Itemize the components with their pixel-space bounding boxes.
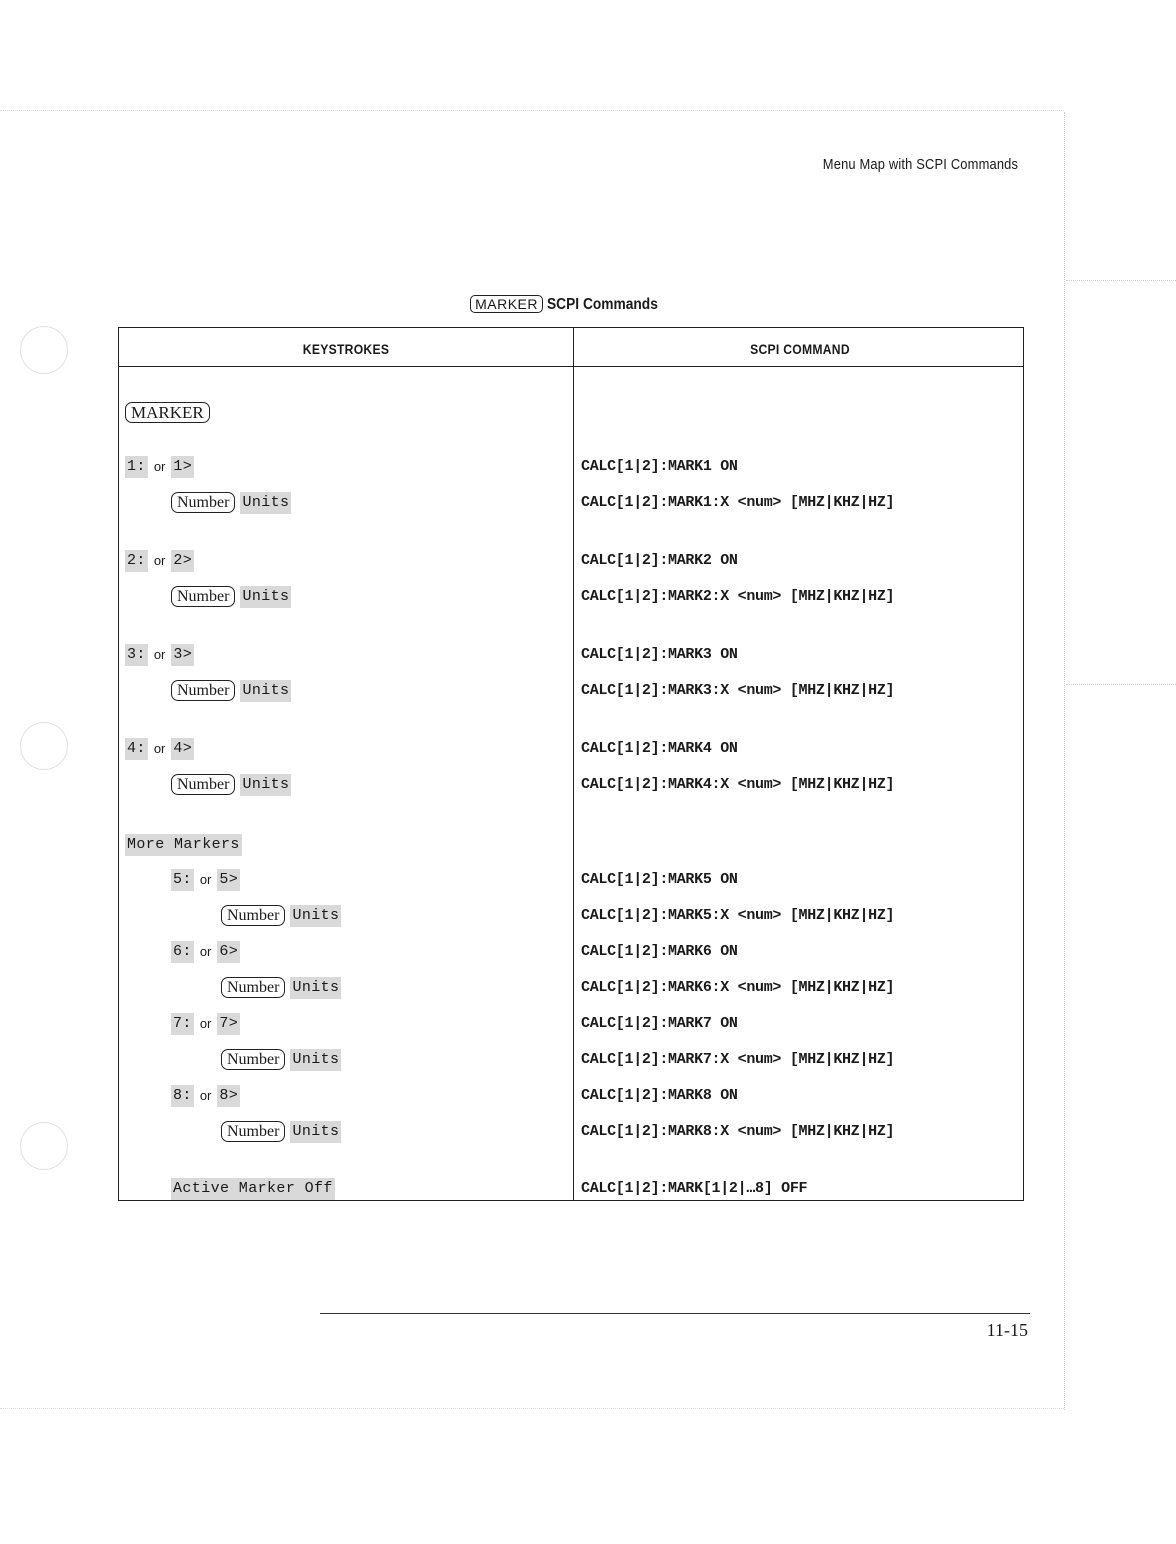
table-row: [119, 454, 1023, 480]
units-softkey: Units: [240, 774, 291, 796]
keystroke-cell: [119, 1176, 625, 1202]
number-hardkey: Number: [171, 492, 235, 513]
number-hardkey: Number: [221, 905, 285, 926]
number-hardkey: Number: [221, 977, 285, 998]
page-number: 11-15: [986, 1320, 1028, 1340]
table-row: [119, 1083, 1023, 1109]
scpi-command: CALC[1|2]:MARK3 ON: [581, 646, 738, 663]
page-edge-bottom: [0, 1408, 1064, 1409]
or-label: or: [199, 872, 212, 887]
punch-hole: [20, 1122, 68, 1170]
scpi-command: CALC[1|2]:MARK7 ON: [581, 1015, 738, 1032]
softkey-marker-8-alt: 8>: [217, 1085, 240, 1107]
keystrokes-column-header: KEYSTROKES: [302, 342, 390, 357]
scpi-command: CALC[1|2]:MARK8 ON: [581, 1087, 738, 1104]
more-markers-softkey: More Markers: [125, 834, 242, 856]
scpi-command: CALC[1|2]:MARK4:X <num> [MHZ|KHZ|HZ]: [581, 776, 895, 793]
softkey-marker-6-alt: 6>: [217, 941, 240, 963]
scpi-command: CALC[1|2]:MARK8:X <num> [MHZ|KHZ|HZ]: [581, 1123, 895, 1140]
softkey-marker-1-alt: 1>: [171, 456, 194, 478]
scpi-command-column-header: SCPI COMMAND: [750, 342, 850, 357]
scpi-command-table: [118, 327, 1024, 1201]
table-row: [119, 867, 1023, 893]
units-softkey: Units: [290, 1049, 341, 1071]
marker-key-label: MARKER: [470, 295, 543, 313]
table-row: [119, 939, 1023, 965]
softkey-marker-5-alt: 5>: [217, 869, 240, 891]
or-label: or: [199, 1088, 212, 1103]
softkey-marker-4: 4:: [125, 738, 148, 760]
edge-tick: [1066, 684, 1176, 685]
softkey-marker-8: 8:: [171, 1085, 194, 1107]
units-softkey: Units: [290, 977, 341, 999]
keystroke-cell: [119, 736, 579, 762]
keystroke-cell: [119, 454, 579, 480]
table-row: [119, 975, 1023, 1001]
table-row: [119, 1119, 1023, 1145]
number-hardkey: Number: [171, 680, 235, 701]
units-softkey: Units: [290, 1121, 341, 1143]
table-row: [119, 548, 1023, 574]
table-row: [119, 736, 1023, 762]
softkey-marker-4-alt: 4>: [171, 738, 194, 760]
footer-rule: [320, 1313, 1030, 1314]
keystroke-cell: [119, 867, 625, 893]
scpi-command: CALC[1|2]:MARK6 ON: [581, 943, 738, 960]
keystroke-cell: [119, 490, 625, 516]
softkey-marker-7-alt: 7>: [217, 1013, 240, 1035]
softkey-marker-1: 1:: [125, 456, 148, 478]
table-row: [119, 772, 1023, 798]
table-row: [119, 642, 1023, 668]
page-edge-top: [0, 110, 1064, 111]
keystroke-cell: [119, 772, 625, 798]
table-row: [119, 490, 1023, 516]
softkey-marker-2: 2:: [125, 550, 148, 572]
softkey-marker-2-alt: 2>: [171, 550, 194, 572]
scpi-command: CALC[1|2]:MARK6:X <num> [MHZ|KHZ|HZ]: [581, 979, 895, 996]
softkey-marker-5: 5:: [171, 869, 194, 891]
scpi-command: CALC[1|2]:MARK5 ON: [581, 871, 738, 888]
units-softkey: Units: [240, 586, 291, 608]
or-label: or: [153, 459, 166, 474]
scpi-command: CALC[1|2]:MARK5:X <num> [MHZ|KHZ|HZ]: [581, 907, 895, 924]
or-label: or: [199, 1016, 212, 1031]
table-title: [0, 296, 1146, 314]
keystroke-cell: [119, 832, 579, 858]
table-header-row: [119, 328, 1023, 367]
number-hardkey: Number: [221, 1121, 285, 1142]
keystroke-cell: [119, 584, 625, 610]
table-row: [119, 1047, 1023, 1073]
scpi-command: CALC[1|2]:MARK4 ON: [581, 740, 738, 757]
keystroke-cell: [119, 400, 579, 426]
scpi-command: CALC[1|2]:MARK1:X <num> [MHZ|KHZ|HZ]: [581, 494, 895, 511]
scpi-command: CALC[1|2]:MARK1 ON: [581, 458, 738, 475]
units-softkey: Units: [240, 492, 291, 514]
table-row: [119, 1176, 1023, 1202]
units-softkey: Units: [290, 905, 341, 927]
scpi-command: CALC[1|2]:MARK7:X <num> [MHZ|KHZ|HZ]: [581, 1051, 895, 1068]
number-hardkey: Number: [171, 774, 235, 795]
scpi-command: CALC[1|2]:MARK[1|2|…8] OFF: [581, 1180, 808, 1197]
table-title-text: SCPI Commands: [546, 296, 658, 313]
scpi-command: CALC[1|2]:MARK2:X <num> [MHZ|KHZ|HZ]: [581, 588, 895, 605]
marker-hardkey: MARKER: [125, 402, 210, 423]
or-label: or: [199, 944, 212, 959]
keystroke-cell: [119, 678, 625, 704]
keystroke-cell: [119, 1011, 625, 1037]
running-header: Menu Map with SCPI Commands: [822, 156, 1018, 173]
edge-tick: [1066, 280, 1176, 281]
or-label: or: [153, 553, 166, 568]
table-row: [119, 678, 1023, 704]
active-marker-off-softkey: Active Marker Off: [171, 1178, 335, 1200]
units-softkey: Units: [240, 680, 291, 702]
scpi-command: CALC[1|2]:MARK2 ON: [581, 552, 738, 569]
table-row: [119, 832, 1023, 858]
table-row: [119, 1011, 1023, 1037]
or-label: or: [153, 741, 166, 756]
scpi-command: CALC[1|2]:MARK3:X <num> [MHZ|KHZ|HZ]: [581, 682, 895, 699]
softkey-marker-6: 6:: [171, 941, 194, 963]
keystroke-cell: [119, 1083, 625, 1109]
punch-hole: [20, 722, 68, 770]
number-hardkey: Number: [221, 1049, 285, 1070]
keystroke-cell: [119, 939, 625, 965]
punch-hole: [20, 326, 68, 374]
softkey-marker-3: 3:: [125, 644, 148, 666]
or-label: or: [153, 647, 166, 662]
number-hardkey: Number: [171, 586, 235, 607]
keystroke-cell: [119, 642, 579, 668]
table-row: [119, 903, 1023, 929]
keystroke-cell: [119, 548, 579, 574]
table-row: [119, 584, 1023, 610]
softkey-marker-7: 7:: [171, 1013, 194, 1035]
softkey-marker-3-alt: 3>: [171, 644, 194, 666]
table-row: [119, 400, 1023, 426]
